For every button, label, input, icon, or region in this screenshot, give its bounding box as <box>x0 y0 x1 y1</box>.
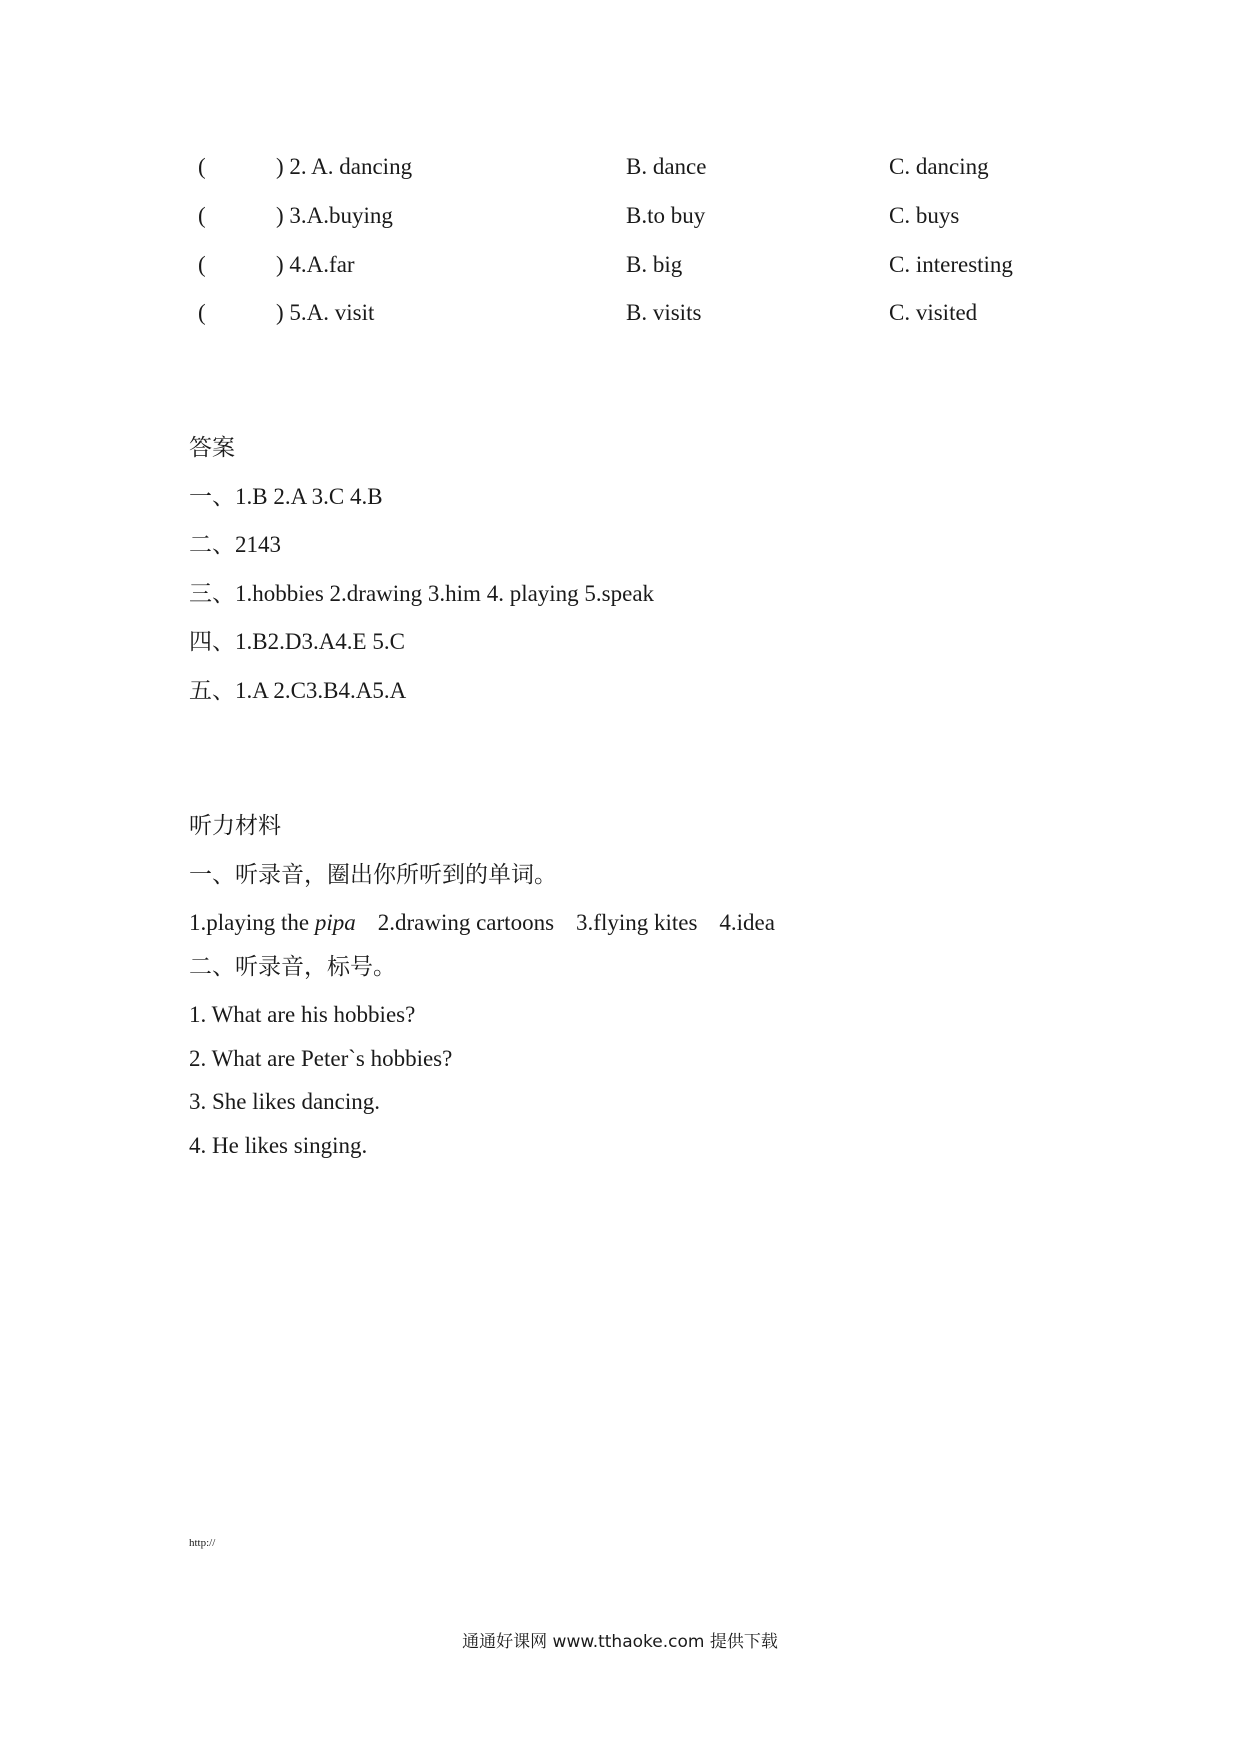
question-row <box>198 201 393 231</box>
answer-line <box>189 627 405 657</box>
word-item: 2.drawing cartoons <box>377 910 555 935</box>
answer-bracket-close: ) <box>276 300 284 325</box>
listening-sentence: 4. He likes singing. <box>189 1133 368 1158</box>
listening-sentence: 2. What are Peter`s hobbies? <box>189 1046 453 1071</box>
answers-heading: 答案 <box>189 435 235 461</box>
option-c: C. interesting <box>889 252 1013 277</box>
listening-heading: 听力材料 <box>189 813 281 839</box>
option-c: C. buys <box>889 203 960 228</box>
answer-line-label: 四、 <box>189 629 235 655</box>
option-b: B. big <box>626 252 683 277</box>
answer-line <box>189 530 281 560</box>
word-item: 3.flying kites <box>576 910 698 935</box>
word-item-italic: pipa <box>314 910 356 935</box>
answer-bracket-close: ) <box>276 154 284 179</box>
word-item: 1.playing the <box>189 910 315 935</box>
answer-bracket-open: ( <box>198 300 206 325</box>
option-c: C. visited <box>889 300 978 325</box>
option-b: B. dance <box>626 154 707 179</box>
option-a: 5.A. visit <box>289 300 375 325</box>
url-text: http:// <box>189 1537 216 1549</box>
option-b: B.to buy <box>626 203 706 228</box>
listening-sentence: 1. What are his hobbies? <box>189 1002 416 1027</box>
option-a: 2. A. dancing <box>289 154 413 179</box>
option-a: 3.A.buying <box>289 203 393 228</box>
answer-line-label: 五、 <box>189 678 235 704</box>
answer-line-label: 三、 <box>189 581 235 607</box>
answer-bracket-open: ( <box>198 154 206 179</box>
answer-bracket-open: ( <box>198 203 206 228</box>
option-a: 4.A.far <box>289 252 355 277</box>
answer-line-text: 1.hobbies 2.drawing 3.him 4. playing 5.speak <box>235 581 655 606</box>
listening-section2-title: 二、听录音，标号。 <box>189 954 396 980</box>
listening-section1-title: 一、听录音，圈出你所听到的单词。 <box>189 862 557 888</box>
answer-line-text: 1.B2.D3.A4.E 5.C <box>235 629 405 654</box>
answer-line <box>189 482 383 512</box>
answer-line <box>189 579 654 609</box>
answer-line-text: 1.B 2.A 3.C 4.B <box>235 484 383 509</box>
listening-sentence: 3. She likes dancing. <box>189 1089 380 1114</box>
answer-bracket-open: ( <box>198 252 206 277</box>
question-row <box>198 298 374 328</box>
word-item: 4.idea <box>719 910 775 935</box>
option-b: B. visits <box>626 300 702 325</box>
answer-line-text: 2143 <box>235 532 281 557</box>
answer-bracket-close: ) <box>276 252 284 277</box>
answer-line-label: 二、 <box>189 532 235 558</box>
question-row <box>198 250 355 280</box>
option-c: C. dancing <box>889 154 989 179</box>
answer-line <box>189 676 406 706</box>
answer-line-text: 1.A 2.C3.B4.A5.A <box>235 678 407 703</box>
answer-bracket-close: ) <box>276 203 284 228</box>
footer-text: 通通好课网 www.tthaoke.com 提供下载 <box>462 1632 778 1652</box>
answer-line-label: 一、 <box>189 484 235 510</box>
listening-section1-items <box>189 908 775 938</box>
question-row <box>198 152 412 182</box>
